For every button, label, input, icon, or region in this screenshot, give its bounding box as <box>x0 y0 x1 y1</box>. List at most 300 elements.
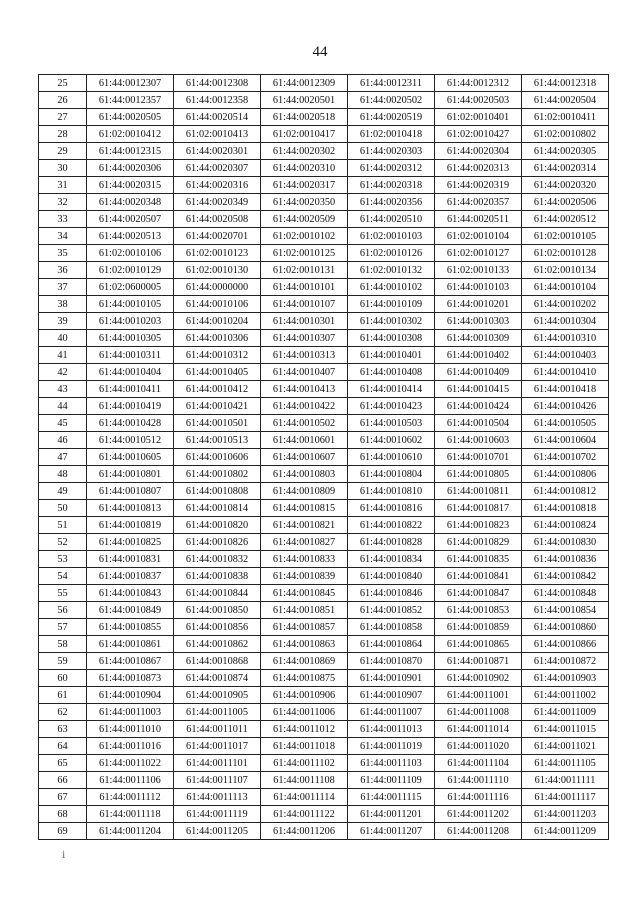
table-row <box>39 398 609 415</box>
cadastral-number-cell: 61:44:0010410 <box>522 364 609 381</box>
table-row <box>39 585 609 602</box>
cadastral-number-cell: 61:44:0010838 <box>174 568 261 585</box>
cadastral-number-cell: 61:44:0012358 <box>174 92 261 109</box>
cadastral-number-cell: 61:44:0010830 <box>522 534 609 551</box>
cadastral-number-cell: 61:44:0010607 <box>261 449 348 466</box>
cadastral-number-cell: 61:44:0010809 <box>261 483 348 500</box>
cadastral-number-cell: 61:44:0012309 <box>261 75 348 92</box>
row-number-cell: 35 <box>39 245 87 262</box>
cadastral-number-cell: 61:44:0010803 <box>261 466 348 483</box>
table-row <box>39 364 609 381</box>
cadastral-number-cell: 61:44:0010833 <box>261 551 348 568</box>
cadastral-number-cell: 61:44:0010702 <box>522 449 609 466</box>
cadastral-number-cell: 61:44:0010805 <box>435 466 522 483</box>
cadastral-number-cell: 61:02:0010106 <box>87 245 174 262</box>
cadastral-number-cell: 61:44:0011111 <box>522 772 609 789</box>
cadastral-number-cell: 61:44:0010821 <box>261 517 348 534</box>
cadastral-number-cell: 61:02:0010417 <box>261 126 348 143</box>
cadastral-number-cell: 61:02:0010802 <box>522 126 609 143</box>
cadastral-number-cell: 61:44:0011204 <box>87 823 174 840</box>
row-number-cell: 25 <box>39 75 87 92</box>
cadastral-number-cell: 61:02:0010105 <box>522 228 609 245</box>
row-number-cell: 58 <box>39 636 87 653</box>
cadastral-number-cell: 61:44:0020348 <box>87 194 174 211</box>
table-row <box>39 126 609 143</box>
cadastral-number-cell: 61:44:0020509 <box>261 211 348 228</box>
cadastral-number-cell: 61:44:0011115 <box>348 789 435 806</box>
cadastral-number-cell: 61:44:0010855 <box>87 619 174 636</box>
row-number-cell: 44 <box>39 398 87 415</box>
cadastral-number-cell: 61:02:0010104 <box>435 228 522 245</box>
cadastral-number-cell: 61:44:0010405 <box>174 364 261 381</box>
cadastral-number-cell: 61:44:0011117 <box>522 789 609 806</box>
cadastral-number-cell: 61:44:0010874 <box>174 670 261 687</box>
cadastral-number-cell: 61:44:0020518 <box>261 109 348 126</box>
row-number-cell: 60 <box>39 670 87 687</box>
cadastral-number-cell: 61:02:0010133 <box>435 262 522 279</box>
row-number-cell: 59 <box>39 653 87 670</box>
cadastral-number-cell: 61:44:0020312 <box>348 160 435 177</box>
cadastral-number-cell: 61:44:0010865 <box>435 636 522 653</box>
table-row <box>39 194 609 211</box>
cadastral-number-cell: 61:44:0010428 <box>87 415 174 432</box>
cadastral-number-cell: 61:44:0010309 <box>435 330 522 347</box>
cadastral-number-cell: 61:44:0010501 <box>174 415 261 432</box>
cadastral-number-cell: 61:44:0012307 <box>87 75 174 92</box>
cadastral-number-cell: 61:44:0010513 <box>174 432 261 449</box>
cadastral-number-cell: 61:44:0010856 <box>174 619 261 636</box>
table-row <box>39 551 609 568</box>
cadastral-number-cell: 61:44:0010826 <box>174 534 261 551</box>
cadastral-number-cell: 61:44:0010801 <box>87 466 174 483</box>
cadastral-number-cell: 61:44:0000000 <box>174 279 261 296</box>
row-number-cell: 30 <box>39 160 87 177</box>
cadastral-number-cell: 61:44:0011014 <box>435 721 522 738</box>
cadastral-number-cell: 61:44:0010840 <box>348 568 435 585</box>
cadastral-number-cell: 61:02:0010123 <box>174 245 261 262</box>
cadastral-number-cell: 61:44:0011013 <box>348 721 435 738</box>
cadastral-number-cell: 61:44:0010807 <box>87 483 174 500</box>
table-row <box>39 75 609 92</box>
cadastral-number-cell: 61:44:0010834 <box>348 551 435 568</box>
cadastral-number-cell: 61:44:0010845 <box>261 585 348 602</box>
cadastral-number-cell: 61:44:0011203 <box>522 806 609 823</box>
row-number-cell: 49 <box>39 483 87 500</box>
cadastral-number-cell: 61:44:0010868 <box>174 653 261 670</box>
row-number-cell: 32 <box>39 194 87 211</box>
cadastral-number-cell: 61:44:0020318 <box>348 177 435 194</box>
cadastral-number-cell: 61:44:0011206 <box>261 823 348 840</box>
row-number-cell: 54 <box>39 568 87 585</box>
cadastral-number-cell: 61:44:0010858 <box>348 619 435 636</box>
row-number-cell: 28 <box>39 126 87 143</box>
table-row <box>39 670 609 687</box>
cadastral-number-cell: 61:44:0020519 <box>348 109 435 126</box>
cadastral-number-cell: 61:44:0010404 <box>87 364 174 381</box>
cadastral-number-cell: 61:44:0010106 <box>174 296 261 313</box>
cadastral-number-cell: 61:44:0010816 <box>348 500 435 517</box>
row-number-cell: 40 <box>39 330 87 347</box>
cadastral-number-cell: 61:44:0011109 <box>348 772 435 789</box>
cadastral-number-cell: 61:44:0011021 <box>522 738 609 755</box>
cadastral-number-cell: 61:44:0010815 <box>261 500 348 517</box>
cadastral-number-cell: 61:02:0010411 <box>522 109 609 126</box>
cadastral-number-cell: 61:44:0010105 <box>87 296 174 313</box>
table-row <box>39 704 609 721</box>
cadastral-number-cell: 61:44:0010802 <box>174 466 261 483</box>
table-row <box>39 568 609 585</box>
cadastral-number-cell: 61:44:0010857 <box>261 619 348 636</box>
table-row <box>39 228 609 245</box>
cadastral-number-cell: 61:44:0010871 <box>435 653 522 670</box>
margin-mark: ⅰ <box>62 850 66 861</box>
cadastral-number-cell: 61:44:0010872 <box>522 653 609 670</box>
row-number-cell: 52 <box>39 534 87 551</box>
cadastral-numbers-table <box>38 74 609 840</box>
cadastral-number-cell: 61:44:0011001 <box>435 687 522 704</box>
cadastral-number-cell: 61:44:0020514 <box>174 109 261 126</box>
row-number-cell: 46 <box>39 432 87 449</box>
cadastral-number-cell: 61:44:0010310 <box>522 330 609 347</box>
table-row <box>39 534 609 551</box>
cadastral-number-cell: 61:44:0010411 <box>87 381 174 398</box>
table-row <box>39 755 609 772</box>
cadastral-number-cell: 61:44:0011015 <box>522 721 609 738</box>
cadastral-number-cell: 61:02:0010418 <box>348 126 435 143</box>
cadastral-number-cell: 61:44:0011012 <box>261 721 348 738</box>
cadastral-number-cell: 61:44:0010311 <box>87 347 174 364</box>
cadastral-number-cell: 61:44:0010403 <box>522 347 609 364</box>
cadastral-number-cell: 61:44:0011005 <box>174 704 261 721</box>
cadastral-number-cell: 61:44:0011104 <box>435 755 522 772</box>
cadastral-number-cell: 61:44:0020504 <box>522 92 609 109</box>
row-number-cell: 37 <box>39 279 87 296</box>
cadastral-number-cell: 61:44:0010841 <box>435 568 522 585</box>
row-number-cell: 56 <box>39 602 87 619</box>
cadastral-number-cell: 61:44:0011007 <box>348 704 435 721</box>
cadastral-number-cell: 61:02:0600005 <box>87 279 174 296</box>
table-body <box>39 75 609 840</box>
row-number-cell: 57 <box>39 619 87 636</box>
cadastral-number-cell: 61:44:0012357 <box>87 92 174 109</box>
table-row <box>39 262 609 279</box>
cadastral-number-cell: 61:44:0010863 <box>261 636 348 653</box>
table-row <box>39 296 609 313</box>
row-number-cell: 66 <box>39 772 87 789</box>
cadastral-number-cell: 61:44:0010902 <box>435 670 522 687</box>
table-row <box>39 636 609 653</box>
cadastral-number-cell: 61:44:0012308 <box>174 75 261 92</box>
cadastral-number-cell: 61:44:0011201 <box>348 806 435 823</box>
cadastral-number-cell: 61:44:0011205 <box>174 823 261 840</box>
cadastral-number-cell: 61:44:0010426 <box>522 398 609 415</box>
cadastral-number-cell: 61:44:0010817 <box>435 500 522 517</box>
cadastral-number-cell: 61:44:0010842 <box>522 568 609 585</box>
row-number-cell: 53 <box>39 551 87 568</box>
row-number-cell: 31 <box>39 177 87 194</box>
table-row <box>39 347 609 364</box>
cadastral-number-cell: 61:44:0010850 <box>174 602 261 619</box>
cadastral-number-cell: 61:44:0010848 <box>522 585 609 602</box>
row-number-cell: 65 <box>39 755 87 772</box>
cadastral-number-cell: 61:44:0010503 <box>348 415 435 432</box>
cadastral-number-cell: 61:02:0010412 <box>87 126 174 143</box>
row-number-cell: 55 <box>39 585 87 602</box>
row-number-cell: 33 <box>39 211 87 228</box>
cadastral-number-cell: 61:44:0010906 <box>261 687 348 704</box>
row-number-cell: 47 <box>39 449 87 466</box>
cadastral-number-cell: 61:44:0011202 <box>435 806 522 823</box>
cadastral-number-cell: 61:44:0010701 <box>435 449 522 466</box>
cadastral-number-cell: 61:44:0010870 <box>348 653 435 670</box>
cadastral-number-cell: 61:44:0012318 <box>522 75 609 92</box>
table-row <box>39 415 609 432</box>
cadastral-number-cell: 61:44:0010905 <box>174 687 261 704</box>
cadastral-number-cell: 61:44:0010861 <box>87 636 174 653</box>
cadastral-number-cell: 61:44:0010860 <box>522 619 609 636</box>
table-row <box>39 738 609 755</box>
cadastral-number-cell: 61:44:0020513 <box>87 228 174 245</box>
cadastral-number-cell: 61:44:0011022 <box>87 755 174 772</box>
cadastral-number-cell: 61:44:0010844 <box>174 585 261 602</box>
row-number-cell: 42 <box>39 364 87 381</box>
cadastral-number-cell: 61:44:0010831 <box>87 551 174 568</box>
cadastral-number-cell: 61:44:0010412 <box>174 381 261 398</box>
cadastral-number-cell: 61:44:0010512 <box>87 432 174 449</box>
cadastral-number-cell: 61:44:0010903 <box>522 670 609 687</box>
cadastral-number-cell: 61:02:0010125 <box>261 245 348 262</box>
cadastral-number-cell: 61:44:0020302 <box>261 143 348 160</box>
cadastral-number-cell: 61:44:0012315 <box>87 143 174 160</box>
table-row <box>39 279 609 296</box>
cadastral-number-cell: 61:44:0010202 <box>522 296 609 313</box>
cadastral-number-cell: 61:44:0010414 <box>348 381 435 398</box>
cadastral-number-cell: 61:44:0020316 <box>174 177 261 194</box>
cadastral-number-cell: 61:44:0010824 <box>522 517 609 534</box>
cadastral-number-cell: 61:44:0010422 <box>261 398 348 415</box>
cadastral-number-cell: 61:44:0010849 <box>87 602 174 619</box>
cadastral-number-cell: 61:44:0010837 <box>87 568 174 585</box>
cadastral-number-cell: 61:44:0020701 <box>174 228 261 245</box>
cadastral-number-cell: 61:44:0010812 <box>522 483 609 500</box>
cadastral-number-cell: 61:44:0010852 <box>348 602 435 619</box>
cadastral-number-cell: 61:44:0020317 <box>261 177 348 194</box>
cadastral-number-cell: 61:44:0020310 <box>261 160 348 177</box>
cadastral-number-cell: 61:44:0010423 <box>348 398 435 415</box>
cadastral-number-cell: 61:44:0010829 <box>435 534 522 551</box>
cadastral-number-cell: 61:44:0011107 <box>174 772 261 789</box>
cadastral-number-cell: 61:44:0010401 <box>348 347 435 364</box>
cadastral-number-cell: 61:44:0010505 <box>522 415 609 432</box>
cadastral-number-cell: 61:44:0010832 <box>174 551 261 568</box>
table-row <box>39 483 609 500</box>
row-number-cell: 67 <box>39 789 87 806</box>
cadastral-number-cell: 61:44:0010867 <box>87 653 174 670</box>
cadastral-number-cell: 61:44:0010846 <box>348 585 435 602</box>
table-row <box>39 687 609 704</box>
row-number-cell: 48 <box>39 466 87 483</box>
cadastral-number-cell: 61:44:0010853 <box>435 602 522 619</box>
cadastral-number-cell: 61:44:0010415 <box>435 381 522 398</box>
table-row <box>39 772 609 789</box>
cadastral-number-cell: 61:44:0010839 <box>261 568 348 585</box>
cadastral-number-cell: 61:44:0011113 <box>174 789 261 806</box>
cadastral-number-cell: 61:44:0010407 <box>261 364 348 381</box>
cadastral-number-cell: 61:44:0020313 <box>435 160 522 177</box>
row-number-cell: 61 <box>39 687 87 704</box>
row-number-cell: 26 <box>39 92 87 109</box>
cadastral-number-cell: 61:44:0010808 <box>174 483 261 500</box>
cadastral-number-cell: 61:44:0012312 <box>435 75 522 92</box>
cadastral-number-cell: 61:44:0010421 <box>174 398 261 415</box>
cadastral-number-cell: 61:44:0011101 <box>174 755 261 772</box>
row-number-cell: 36 <box>39 262 87 279</box>
table-row <box>39 211 609 228</box>
table-row <box>39 245 609 262</box>
cadastral-number-cell: 61:44:0011103 <box>348 755 435 772</box>
cadastral-number-cell: 61:44:0010201 <box>435 296 522 313</box>
cadastral-number-cell: 61:44:0010101 <box>261 279 348 296</box>
cadastral-number-cell: 61:44:0010811 <box>435 483 522 500</box>
cadastral-number-cell: 61:44:0010601 <box>261 432 348 449</box>
table-row <box>39 466 609 483</box>
cadastral-number-cell: 61:44:0020315 <box>87 177 174 194</box>
cadastral-number-cell: 61:44:0010843 <box>87 585 174 602</box>
cadastral-number-cell: 61:44:0010875 <box>261 670 348 687</box>
cadastral-number-cell: 61:44:0020304 <box>435 143 522 160</box>
cadastral-number-cell: 61:44:0011017 <box>174 738 261 755</box>
cadastral-number-cell: 61:44:0010424 <box>435 398 522 415</box>
cadastral-number-cell: 61:02:0010130 <box>174 262 261 279</box>
cadastral-number-cell: 61:02:0010132 <box>348 262 435 279</box>
row-number-cell: 51 <box>39 517 87 534</box>
cadastral-number-cell: 61:44:0020505 <box>87 109 174 126</box>
cadastral-number-cell: 61:44:0010305 <box>87 330 174 347</box>
cadastral-number-cell: 61:44:0010303 <box>435 313 522 330</box>
row-number-cell: 68 <box>39 806 87 823</box>
table-row <box>39 143 609 160</box>
cadastral-number-cell: 61:44:0020512 <box>522 211 609 228</box>
cadastral-number-cell: 61:44:0010827 <box>261 534 348 551</box>
table-row <box>39 381 609 398</box>
row-number-cell: 29 <box>39 143 87 160</box>
row-number-cell: 39 <box>39 313 87 330</box>
cadastral-number-cell: 61:44:0020501 <box>261 92 348 109</box>
cadastral-number-cell: 61:44:0010304 <box>522 313 609 330</box>
table-row <box>39 806 609 823</box>
cadastral-number-cell: 61:44:0011122 <box>261 806 348 823</box>
cadastral-number-cell: 61:44:0011208 <box>435 823 522 840</box>
cadastral-number-cell: 61:44:0010854 <box>522 602 609 619</box>
cadastral-number-cell: 61:44:0010907 <box>348 687 435 704</box>
cadastral-number-cell: 61:44:0020301 <box>174 143 261 160</box>
cadastral-number-cell: 61:02:0010127 <box>435 245 522 262</box>
table-row <box>39 602 609 619</box>
cadastral-number-cell: 61:44:0010813 <box>87 500 174 517</box>
cadastral-number-cell: 61:44:0010604 <box>522 432 609 449</box>
cadastral-number-cell: 61:44:0011010 <box>87 721 174 738</box>
cadastral-number-cell: 61:02:0010126 <box>348 245 435 262</box>
cadastral-number-cell: 61:44:0010603 <box>435 432 522 449</box>
cadastral-number-cell: 61:44:0010409 <box>435 364 522 381</box>
cadastral-number-cell: 61:44:0020510 <box>348 211 435 228</box>
cadastral-number-cell: 61:02:0010134 <box>522 262 609 279</box>
cadastral-number-cell: 61:44:0011002 <box>522 687 609 704</box>
table-row <box>39 92 609 109</box>
row-number-cell: 63 <box>39 721 87 738</box>
cadastral-number-cell: 61:44:0020307 <box>174 160 261 177</box>
cadastral-number-cell: 61:44:0010869 <box>261 653 348 670</box>
row-number-cell: 50 <box>39 500 87 517</box>
cadastral-number-cell: 61:44:0020349 <box>174 194 261 211</box>
cadastral-number-cell: 61:44:0010851 <box>261 602 348 619</box>
cadastral-number-cell: 61:44:0010859 <box>435 619 522 636</box>
cadastral-number-cell: 61:44:0011011 <box>174 721 261 738</box>
cadastral-number-cell: 61:02:0010427 <box>435 126 522 143</box>
table-row <box>39 653 609 670</box>
cadastral-number-cell: 61:44:0010107 <box>261 296 348 313</box>
cadastral-number-cell: 61:44:0020503 <box>435 92 522 109</box>
cadastral-number-cell: 61:44:0010810 <box>348 483 435 500</box>
cadastral-number-cell: 61:02:0010413 <box>174 126 261 143</box>
cadastral-number-cell: 61:44:0011108 <box>261 772 348 789</box>
table-row <box>39 449 609 466</box>
cadastral-number-cell: 61:44:0011110 <box>435 772 522 789</box>
cadastral-number-cell: 61:44:0010819 <box>87 517 174 534</box>
cadastral-number-cell: 61:44:0011112 <box>87 789 174 806</box>
cadastral-number-cell: 61:44:0011209 <box>522 823 609 840</box>
cadastral-number-cell: 61:44:0010825 <box>87 534 174 551</box>
cadastral-number-cell: 61:44:0010306 <box>174 330 261 347</box>
row-number-cell: 41 <box>39 347 87 364</box>
cadastral-number-cell: 61:44:0010835 <box>435 551 522 568</box>
cadastral-number-cell: 61:44:0010901 <box>348 670 435 687</box>
cadastral-number-cell: 61:44:0010605 <box>87 449 174 466</box>
cadastral-number-cell: 61:44:0020502 <box>348 92 435 109</box>
table-row <box>39 517 609 534</box>
cadastral-number-cell: 61:44:0011207 <box>348 823 435 840</box>
table-row <box>39 177 609 194</box>
row-number-cell: 62 <box>39 704 87 721</box>
cadastral-number-cell: 61:44:0011114 <box>261 789 348 806</box>
cadastral-number-cell: 61:44:0011105 <box>522 755 609 772</box>
row-number-cell: 43 <box>39 381 87 398</box>
row-number-cell: 64 <box>39 738 87 755</box>
cadastral-number-cell: 61:44:0010806 <box>522 466 609 483</box>
cadastral-number-cell: 61:44:0010301 <box>261 313 348 330</box>
table-row <box>39 823 609 840</box>
cadastral-number-cell: 61:44:0020508 <box>174 211 261 228</box>
cadastral-number-cell: 61:02:0010129 <box>87 262 174 279</box>
table-row <box>39 330 609 347</box>
cadastral-number-cell: 61:44:0010203 <box>87 313 174 330</box>
cadastral-number-cell: 61:44:0010408 <box>348 364 435 381</box>
cadastral-number-cell: 61:44:0010822 <box>348 517 435 534</box>
cadastral-number-cell: 61:44:0010862 <box>174 636 261 653</box>
cadastral-number-cell: 61:44:0020303 <box>348 143 435 160</box>
cadastral-number-cell: 61:44:0010873 <box>87 670 174 687</box>
cadastral-number-cell: 61:02:0010128 <box>522 245 609 262</box>
cadastral-number-cell: 61:44:0010602 <box>348 432 435 449</box>
table-row <box>39 500 609 517</box>
cadastral-number-cell: 61:44:0010413 <box>261 381 348 398</box>
cadastral-number-cell: 61:44:0010109 <box>348 296 435 313</box>
cadastral-number-cell: 61:44:0012311 <box>348 75 435 92</box>
cadastral-number-cell: 61:44:0010847 <box>435 585 522 602</box>
cadastral-number-cell: 61:44:0010102 <box>348 279 435 296</box>
cadastral-number-cell: 61:44:0010313 <box>261 347 348 364</box>
cadastral-number-cell: 61:44:0011118 <box>87 806 174 823</box>
